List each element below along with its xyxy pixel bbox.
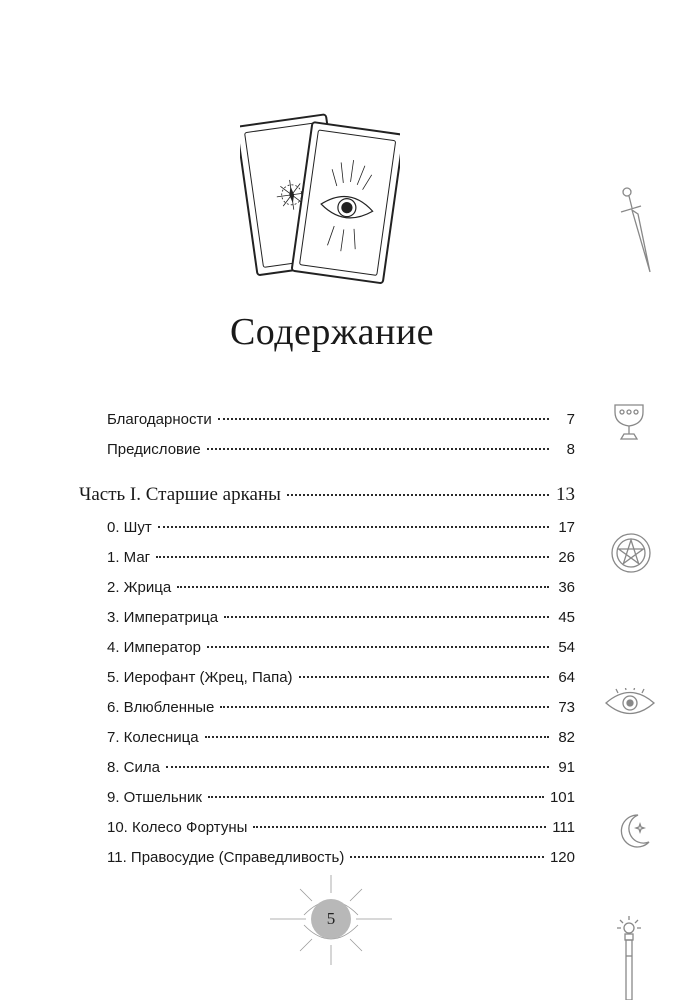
leader-dots bbox=[350, 856, 544, 858]
toc-entry-label: 7. Колесница bbox=[107, 729, 199, 746]
leader-dots bbox=[207, 448, 549, 450]
toc-entry[interactable] bbox=[107, 848, 575, 868]
leader-dots bbox=[287, 494, 549, 496]
crescent-moon-icon bbox=[616, 812, 652, 850]
toc-entry-page: 45 bbox=[558, 609, 575, 626]
toc-entry-page: 7 bbox=[566, 411, 575, 428]
toc-entry-label: Часть I. Старшие арканы bbox=[79, 484, 281, 505]
toc-entry[interactable] bbox=[107, 608, 575, 628]
toc-entry-page: 8 bbox=[566, 441, 575, 458]
leader-dots bbox=[220, 706, 549, 708]
toc-entry-label: 11. Правосудие (Справедливость) bbox=[107, 849, 345, 866]
toc-entry-acknowledgements[interactable] bbox=[107, 410, 575, 430]
leader-dots bbox=[253, 826, 546, 828]
toc-entry-label: 8. Сила bbox=[107, 759, 160, 776]
toc-entry[interactable] bbox=[107, 548, 575, 568]
leader-dots bbox=[224, 616, 549, 618]
toc-entry[interactable] bbox=[107, 518, 575, 538]
toc-entry-page: 26 bbox=[558, 549, 575, 566]
toc-entry-page: 73 bbox=[558, 699, 575, 716]
sword-icon bbox=[618, 186, 658, 278]
toc-entry-page: 101 bbox=[549, 789, 575, 806]
toc-entry[interactable] bbox=[107, 788, 575, 808]
leader-dots bbox=[208, 796, 544, 798]
toc-entry[interactable] bbox=[107, 698, 575, 718]
toc-entry-label: 2. Жрица bbox=[107, 579, 172, 596]
tarot-cards-icon bbox=[240, 100, 400, 285]
pentacle-icon bbox=[610, 532, 652, 574]
toc-entry-label: 6. Влюбленные bbox=[107, 699, 215, 716]
leader-dots bbox=[218, 418, 549, 420]
chalice-icon bbox=[612, 402, 646, 442]
eye-icon bbox=[604, 688, 656, 718]
toc-entry-label: 9. Отшельник bbox=[107, 789, 202, 806]
page-number: 5 bbox=[311, 899, 351, 939]
toc-entry-page: 54 bbox=[558, 639, 575, 656]
toc-entry-label: Благодарности bbox=[107, 411, 212, 428]
toc-entry[interactable] bbox=[107, 728, 575, 748]
toc-entry-label: 5. Иерофант (Жрец, Папа) bbox=[107, 669, 293, 686]
toc-entry-label: 10. Колесо Фортуны bbox=[107, 819, 248, 836]
toc-entry[interactable] bbox=[107, 578, 575, 598]
toc-entry-page: 82 bbox=[558, 729, 575, 746]
leader-dots bbox=[299, 676, 549, 678]
leader-dots bbox=[205, 736, 549, 738]
toc-part-heading[interactable] bbox=[79, 485, 575, 505]
leader-dots bbox=[177, 586, 549, 588]
toc-entry[interactable] bbox=[107, 638, 575, 658]
toc-entry-label: 3. Императрица bbox=[107, 609, 219, 626]
leader-dots bbox=[166, 766, 549, 768]
toc-entry-page: 17 bbox=[558, 519, 575, 536]
leader-dots bbox=[158, 526, 549, 528]
toc-entry[interactable] bbox=[107, 758, 575, 778]
toc-entry-page: 91 bbox=[558, 759, 575, 776]
toc-entry-label: 0. Шут bbox=[107, 519, 152, 536]
leader-dots bbox=[156, 556, 549, 558]
leader-dots bbox=[207, 646, 549, 648]
toc-entry[interactable] bbox=[107, 668, 575, 688]
toc-entry[interactable] bbox=[107, 818, 575, 838]
page-title: Содержание bbox=[229, 311, 435, 353]
toc-entry-page: 13 bbox=[556, 484, 575, 505]
toc-entry-page: 36 bbox=[558, 579, 575, 596]
toc-entry-label: Предисловие bbox=[107, 441, 201, 458]
toc-entry-label: 1. Маг bbox=[107, 549, 151, 566]
toc-entry-page: 64 bbox=[558, 669, 575, 686]
toc-entry-preface[interactable] bbox=[107, 440, 575, 460]
wand-icon bbox=[616, 916, 642, 1000]
toc-entry-page: 120 bbox=[549, 849, 575, 866]
toc-entry-label: 4. Император bbox=[107, 639, 201, 656]
toc-entry-page: 111 bbox=[552, 819, 575, 836]
